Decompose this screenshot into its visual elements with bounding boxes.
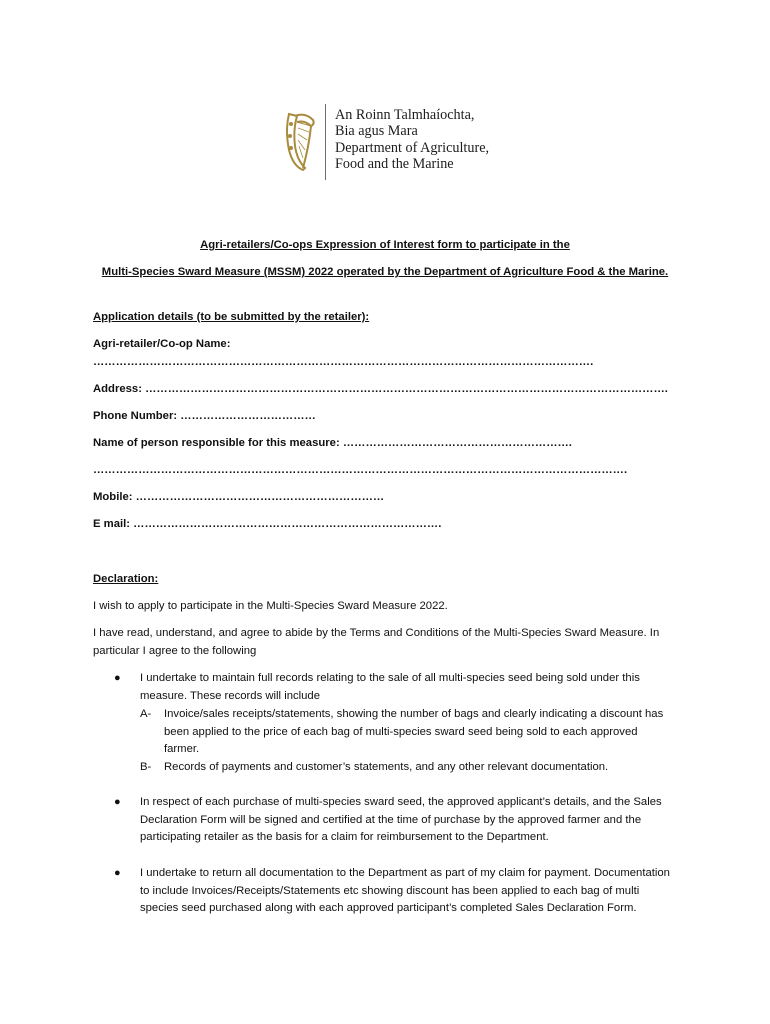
declaration-paragraph-1: I wish to apply to participate in the Multi-Species Sward Measure 2022. (93, 600, 448, 612)
department-name (335, 107, 515, 173)
application-heading: Application details (to be submitted by the retailer): (93, 311, 370, 323)
phone-number-field: Phone Number: ……………………………… (93, 410, 316, 422)
logo-divider (325, 104, 326, 180)
declaration-paragraph-2: I have read, understand, and agree to abide by the Terms and Conditions of the Multi-Species Sward Measure. In particular I agree to the following (93, 627, 660, 657)
form-title-line-1: Agri-retailers/Co-ops Expression of Interest form to participate in the (200, 239, 570, 251)
bullet-1-marker: ● (114, 672, 121, 684)
logo-line-4: Food and the Marine (335, 156, 454, 173)
sub-item-a-marker: A- (140, 708, 152, 720)
declaration-bullet-2: In respect of each purchase of multi-species sward seed, the approved applicant’s details, and the Sales Declaration Form will be signed and certified at the time of purchase by the approved farmer and the participating retailer as the basis for a claim for reimbursement to the Department. (140, 796, 662, 843)
logo-line-2: Bia agus Mara (335, 123, 418, 140)
retailer-name-field: ……………………………………………………………………………………………………………………. (93, 356, 594, 368)
declaration-sub-item-b: Records of payments and customer’s statements, and any other relevant documentation. (164, 761, 609, 773)
bullet-2-marker: ● (114, 796, 121, 808)
sub-item-b-marker: B- (140, 761, 152, 773)
retailer-name-label: Agri-retailer/Co-op Name: (93, 338, 231, 350)
declaration-bullet-3: I undertake to return all documentation to the Department as part of my claim for payment. Documentation to include Invoices/Receipts/Statements etc showing discount has been applied to each bag of multi species seed purchased along with each approved participant’s completed Sales Declaration Form. (140, 867, 670, 914)
declaration-heading: Declaration: (93, 573, 159, 585)
responsible-person-field-continued: ……………………………………………………………………………………………………………………………. (93, 464, 628, 476)
harp-icon (283, 110, 317, 172)
responsible-person-field: Name of person responsible for this measure: ……………………………………………………. (93, 437, 572, 449)
email-field: E mail: ………………………………………………………………………. (93, 518, 442, 530)
address-field: Address: …………………………………………………………………………………………………………………………. (93, 383, 668, 395)
department-logo (283, 104, 513, 184)
logo-line-3: Department of Agriculture, (335, 139, 490, 156)
logo-line-1: An Roinn Talmhaíochta, (335, 107, 475, 123)
declaration-bullet-1: I undertake to maintain full records relating to the sale of all multi-species seed being sold under this measure. These records will include (140, 672, 640, 702)
mobile-field: Mobile: ………………………………………………………… (93, 491, 385, 503)
form-title-line-2: Multi-Species Sward Measure (MSSM) 2022 operated by the Department of Agriculture Food & the Marine. (101, 266, 669, 278)
declaration-sub-item-a: Invoice/sales receipts/statements, showing the number of bags and clearly indicating a discount has been applied to the price of each bag of multi-species sward seed being sold to each approved farmer. (164, 708, 664, 755)
bullet-3-marker: ● (114, 867, 121, 879)
